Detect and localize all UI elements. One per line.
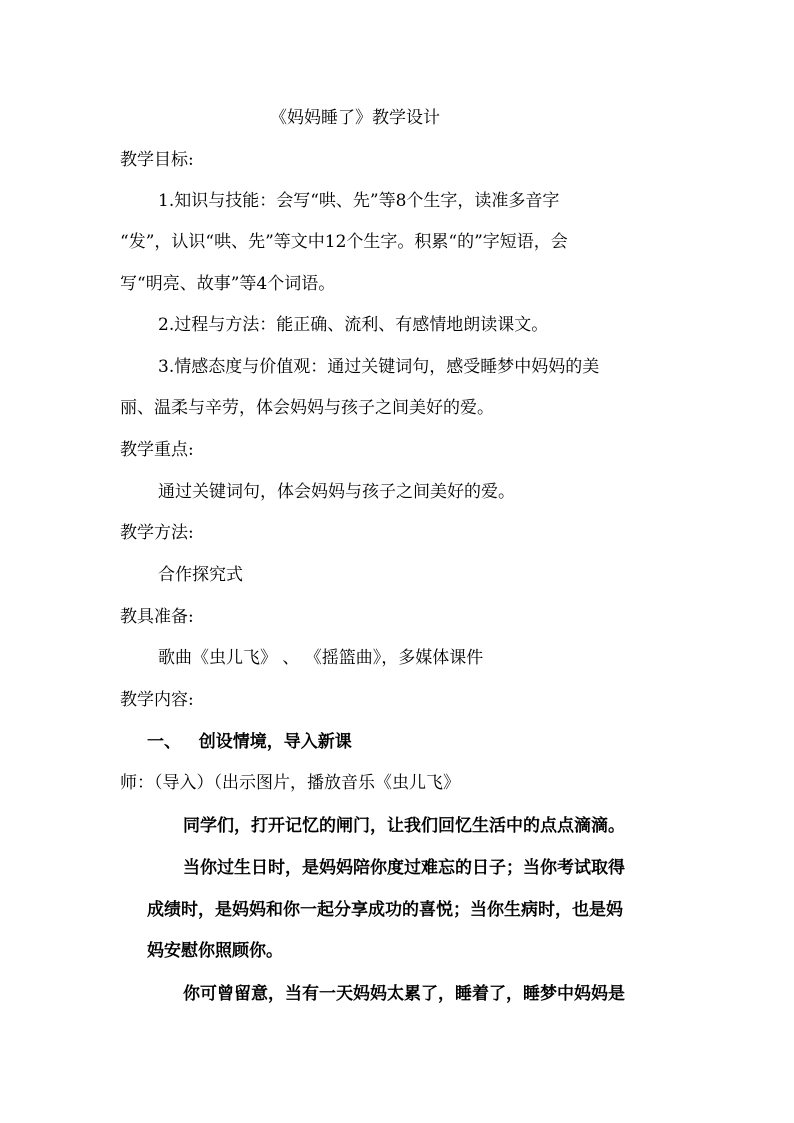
paragraph-2-line-3: 妈安慰你照顾你。 <box>147 941 283 961</box>
objective-1-line-2: “发”，认识“哄、先”等文中12个生字。积累“的”字短语，会 <box>120 232 568 252</box>
objective-3-line-2: 丽、温柔与辛劳，体会妈妈与孩子之间美好的爱。 <box>120 398 494 418</box>
objective-3-line-1: 3.情感态度与价值观：通过关键词句，感受睡梦中妈妈的美 <box>158 357 600 377</box>
objective-1-line-3: 写“明亮、故事”等4个词语。 <box>120 274 336 294</box>
method-text: 合作探究式 <box>158 565 243 585</box>
paragraph-3-line-1: 你可曾留意，当有一天妈妈太累了，睡着了，睡梦中妈妈是 <box>183 984 625 1004</box>
materials-heading: 教具准备: <box>120 607 194 627</box>
objectives-heading: 教学目标: <box>120 150 194 170</box>
method-heading: 教学方法: <box>120 523 194 543</box>
objective-1-line-1: 1.知识与技能：会写“哄、先”等8个生字，读准多音字 <box>158 191 560 211</box>
keypoint-heading: 教学重点: <box>120 440 194 460</box>
paragraph-2-line-2: 成绩时，是妈妈和你一起分享成功的喜悦；当你生病时，也是妈 <box>147 900 623 920</box>
materials-text: 歌曲《虫儿飞》 、 《摇篮曲》，多媒体课件 <box>158 648 484 668</box>
document-title: 《妈妈睡了》教学设计 <box>270 108 440 128</box>
content-heading: 教学内容: <box>120 690 194 710</box>
keypoint-text: 通过关键词句，体会妈妈与孩子之间美好的爱。 <box>158 482 515 502</box>
paragraph-2-line-1: 当你过生日时，是妈妈陪你度过难忘的日子；当你考试取得 <box>183 858 625 878</box>
objective-2: 2.过程与方法：能正确、流利、有感情地朗读课文。 <box>158 315 549 335</box>
teacher-intro: 师：（导入）（出示图片，播放音乐《虫儿飞》 <box>120 773 460 793</box>
paragraph-1: 同学们，打开记忆的闸门，让我们回忆生活中的点点滴滴。 <box>183 816 625 836</box>
section-1-heading: 一、 创设情境，导入新课 <box>147 732 352 752</box>
